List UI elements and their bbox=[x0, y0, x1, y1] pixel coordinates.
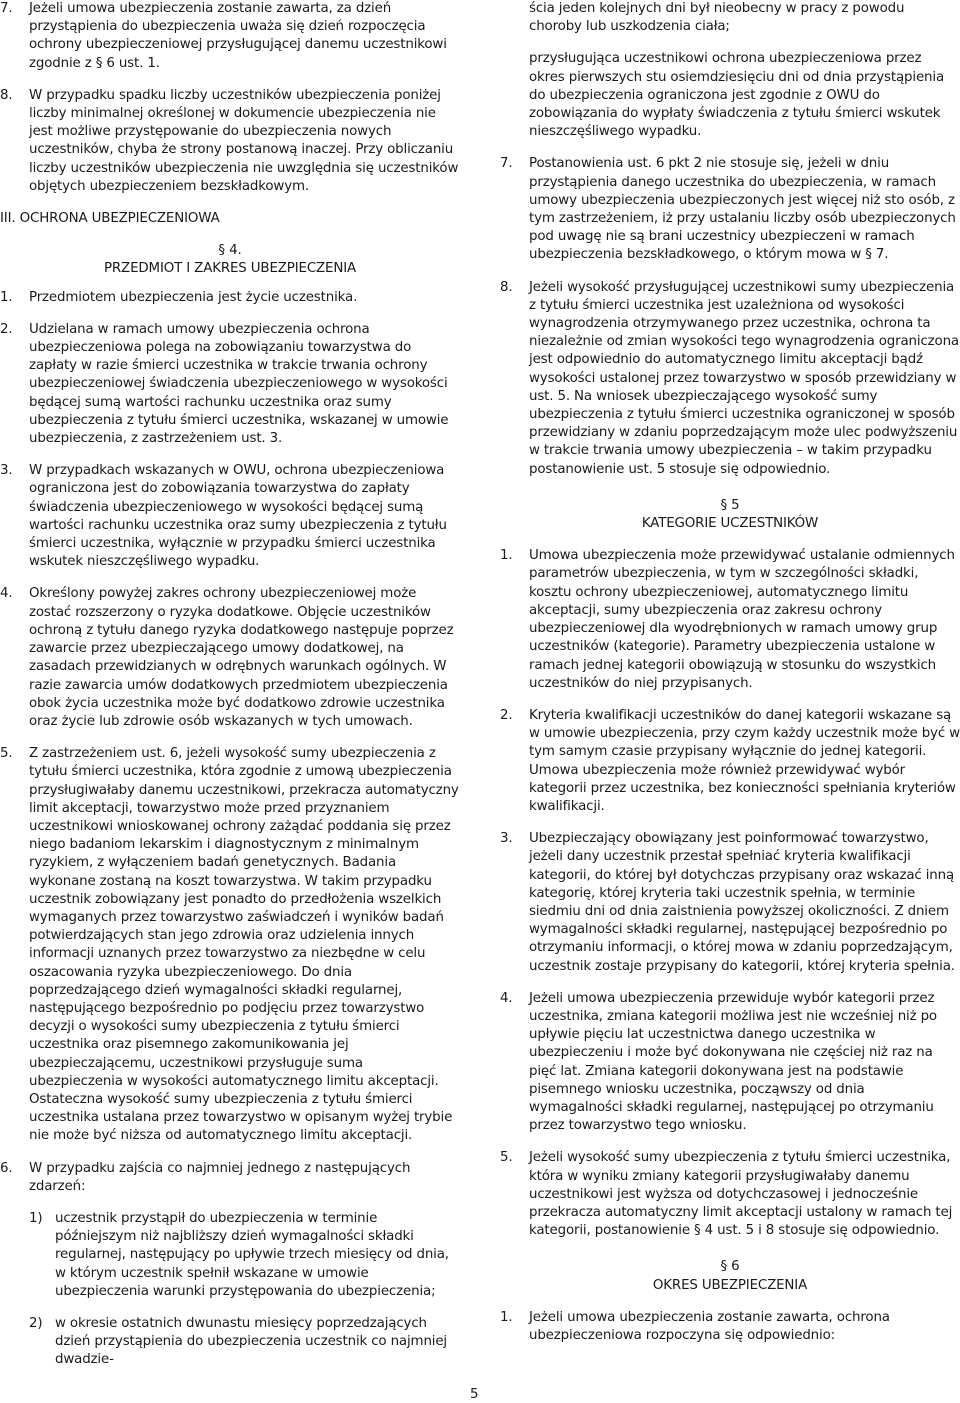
page-number: 5 bbox=[470, 1387, 479, 1402]
section-symbol: § 4. bbox=[218, 243, 242, 259]
section4-paragraph-1: 1. Przedmiotem ubezpieczenia jest życie uczestnika. bbox=[0, 289, 358, 305]
section4-paragraph-3: 3. W przypadkach wskazanych w OWU, ochrona ubezpieczeniowa ograniczona jest do zobowiązania towarzystwa do zapłaty świadczenia ubezpieczeniowego w wysokości będącej sumą wartości rachunku uczestnika oraz sumy ubezpieczenia z tytułu śmierci uczestnika, wyłącznie w przypadku śmierci uczestnika wskutek nieszczęśliwego wypadku. bbox=[0, 463, 447, 570]
section5-title: KATEGORIE UCZESTNIKÓW bbox=[641, 516, 819, 532]
section6-symbol: § 6 bbox=[720, 1259, 740, 1275]
chapter-heading: III. OCHRONA UBEZPIECZENIOWA bbox=[0, 211, 220, 227]
section6-title: OKRES UBEZPIECZENIA bbox=[652, 1277, 808, 1293]
subitem-2: 2) w okresie ostatnich dwunastu miesięcy poprzedzających dzień przystąpienia do ubezpieczenia uczestnik co najmniej dwadzie- bbox=[29, 1316, 448, 1368]
section5-paragraph-5: 5. Jeżeli wysokość sumy ubezpieczenia z tytułu śmierci uczestnika, która w wyniku zmiany kategorii przysługiwałaby danemu uczestnikowi jest wyższa od dotychczasowej i jednocześnie przekracza automatyczny limit akceptacji ustalony w ramach tej kategorii, postanowienie § 4 ust. 5 i 8 stosuje się odpowiednio. bbox=[500, 1150, 953, 1239]
section4-paragraph-2: 2. Udzielana w ramach umowy ubezpieczenia ochrona ubezpieczeniowa polega na zobowiązaniu towarzystwa do zapłaty w razie śmierci uczestnika w trakcie trwania ochrony ubezpieczeniowej świadczenia ubezpieczeniowego w wysokości będącej sumą wartości rachunku uczestnika oraz sumy ubezpieczenia z tytułu śmierci uczestnika, wskazanej w umowie ubezpieczenia, z zastrzeżeniem ust. 3. bbox=[0, 321, 449, 447]
section4-paragraph-6-conclusion: przysługująca uczestnikowi ochrona ubezpieczeniowa przez okres pierwszych stu osiemdziesięciu dni od dnia przystąpienia do ubezpieczenia ograniczona jest zgodnie z OWU do zobowiązania do wypłaty świadczenia z tytułu śmierci wskutek nieszczęśliwego wypadku. bbox=[529, 51, 945, 140]
section5-paragraph-2: 2. Kryteria kwalifikacji uczestników do danej kategorii wskazane są w umowie ubezpieczenia, przy czym każdy uczestnik może być w tym samym czasie przypisany wyłącznie do jednej kategorii. Umowa ubezpieczenia może również przewidywać wybór kategorii przez uczestnika, bez konieczności spełniania kryteriów kwalifikacji. bbox=[500, 707, 960, 814]
section5-paragraph-3: 3. Ubezpieczający obowiązany jest poinformować towarzystwo, jeżeli dany uczestnik przestał spełniać kryteria kwalifikacji kategorii, do której był dotychczas przypisany oraz wskazać inną kategorię, której kryteria taki uczestnik spełnia, w terminie siedmiu dni od dnia zaistnienia powyższej okoliczności. Z dniem wymagalności składki regularnej, następującej bezpośrednio po otrzymaniu informacji, o której mowa w zdaniu poprzedzającym, uczestnik zostaje przypisany do kategorii, której kryteria spełnia. bbox=[500, 831, 955, 974]
right-column bbox=[500, 0, 960, 1345]
section-title: PRZEDMIOT I ZAKRES UBEZPIECZENIA bbox=[103, 261, 357, 277]
section6-paragraph-1: 1. Jeżeli umowa ubezpieczenia zostanie zawarta, ochrona ubezpieczeniowa rozpoczyna się odpowiednio: bbox=[500, 1309, 890, 1343]
section5-paragraph-4: 4. Jeżeli umowa ubezpieczenia przewiduje wybór kategorii przez uczestnika, zmiana kategorii możliwa jest nie wcześniej niż po upływie pięciu lat uczestnictwa danego uczestnika w ubezpieczeniu i może być dokonywana nie częściej niż raz na pięć lat. Zmiana kategorii dokonywana jest na podstawie pisemnego wniosku uczestnika, począwszy od dnia wymagalności składki regularnej, następującej po otrzymaniu przez towarzystwo tego wniosku. bbox=[500, 990, 937, 1134]
left-column bbox=[0, 0, 460, 1370]
section4-paragraph-7: 7. Postanowienia ust. 6 pkt 2 nie stosuje się, jeżeli w dniu przystąpienia danego uczestnika do ubezpieczenia, w ramach umowy ubezpieczenia ubezpieczonych jest więcej niż sto osób, z tym zastrzeżeniem, iż przy ustalaniu liczby osób ubezpieczonych pod uwagę nie są brani uczestnicy ubezpieczeni w ramach ubezpieczenia bezskładkowego, o którym mowa w § 7. bbox=[500, 156, 956, 263]
section4-paragraph-6: 6. W przypadku zajścia co najmniej jednego z następujących zdarzeń: bbox=[0, 1160, 411, 1194]
subitem-2-continuation: ścia jeden kolejnych dni był nieobecny w pracy z powodu choroby lub uszkodzenia ciała; bbox=[529, 1, 905, 35]
subitem-1: 1) uczestnik przystąpił do ubezpieczenia w terminie późniejszym niż najbliższy dzień wymagalności składki regularnej, następujący po upływie trzech miesięcy od dnia, w którym uczestnik spełnił wskazane w umowie ubezpieczenia warunki przystępowania do ubezpieczenia; bbox=[29, 1210, 449, 1299]
section4-paragraph-8: 8. Jeżeli wysokość przysługującej uczestnikowi sumy ubezpieczenia z tytułu śmierci uczestnika jest uzależniona od wysokości wynagrodzenia otrzymywanego przez uczestnika, ochrona ta niezależnie od zmian wysokości tego wynagrodzenia ograniczona jest odpowiednio do automatycznego limitu akceptacji bądź wysokości ustalonej przez towarzystwo w sposób przewidziany w ust. 5. Na wniosek ubezpieczającego wysokość sumy ubezpieczenia z tytułu śmierci uczestnika ograniczonej w sposób przewidziany w zdaniu poprzedzającym może ulec podwyższeniu w trakcie trwania umowy ubezpieczenia – w takim przypadku postanowienie ust. 5 stosuje się odpowiednio. bbox=[500, 279, 959, 477]
section5-symbol: § 5 bbox=[720, 497, 740, 513]
paragraph-8: 8. W przypadku spadku liczby uczestników ubezpieczenia poniżej liczby minimalnej określonej w dokumencie ubezpieczenia nie jest możliwe przystępowanie do ubezpieczenia nowych uczestników, chyba że strony postanową inaczej. Przy obliczaniu liczby uczestników ubezpieczenia nie uwzględnia się uczestników objętych ubezpieczeniem bezskładkowym. bbox=[0, 87, 459, 194]
paragraph-7: 7. Jeżeli umowa ubezpieczenia zostanie zawarta, za dzień przystąpienia do ubezpieczenia uważa się dzień rozpoczęcia ochrony ubezpieczeniowej przysługującej danemu uczestnikowi zgodnie z § 6 ust. 1. bbox=[0, 1, 447, 71]
section5-paragraph-1: 1. Umowa ubezpieczenia może przewidywać ustalanie odmiennych parametrów ubezpieczenia, w tym w szczególności składki, kosztu ochrony ubezpieczeniowej, automatycznego limitu akceptacji, sumy ubezpieczenia oraz zakresu ochrony ubezpieczeniowej dla wyodrębnionych w ramach umowy grup uczestników (kategorie). Parametry ubezpieczenia ustalone w ramach jednej kategorii obowiązują w stosunku do wszystkich uczestników do niej przypisanych. bbox=[500, 548, 955, 691]
section4-paragraph-5: 5. Z zastrzeżeniem ust. 6, jeżeli wysokość sumy ubezpieczenia z tytułu śmierci uczestnika, która zgodnie z umową ubezpieczenia przysługiwałaby danemu uczestnikowi, przekracza automatyczny limit akceptacji, towarzystwo może przed przyznaniem uczestnikowi wnioskowanej ochrony zażądać poddania się przez niego badaniom lekarskim i diagnostycznym z minimalnym ryzykiem, z wyłączeniem badań genetycznych. Badania wykonane zostaną na koszt towarzystwa. W takim przypadku uczestnik zobowiązany jest ponadto do przedłożenia wszelkich wymaganych przez towarzystwo zaświadczeń i wyników badań potwierdzających stan jego zdrowia oraz udzielenia innych informacji uznanych przez towarzystwo za niezbędne w celu oszacowania ryzyka ubezpieczeniowego. Do dnia poprzedzającego dzień wymagalności składki regularnej, następującego bezpośrednio po podjęciu przez towarzystwo decyzji o wysokości sumy ubezpieczenia z tytułu śmierci uczestnika oraz pisemnego zakomunikowania jej ubezpieczającemu, uczestnikowi przysługuje suma ubezpieczenia w wysokości automatycznego limitu akceptacji. Ostateczna wysokość sumy ubezpieczenia z tytułu śmierci uczestnika ustalana przez towarzystwo w opisanym wyżej trybie nie może być niższa od automatycznego limitu akceptacji. bbox=[0, 746, 459, 1144]
section4-paragraph-4: 4. Określony powyżej zakres ochrony ubezpieczeniowej może zostać rozszerzony o ryzyka dodatkowe. Objęcie uczestników ochroną z tytułu danego ryzyka dodatkowego następuje poprzez zawarcie przez ubezpieczającego umowy dodatkowej, na zasadach przewidzianych w odrębnych warunkach ogólnych. W razie zawarcia umów dodatkowych przedmiotem ubezpieczenia obok życia uczestnika może być dodatkowo zdrowie uczestnika oraz życie lub zdrowie osób wskazanych w tych umowach. bbox=[0, 586, 454, 729]
